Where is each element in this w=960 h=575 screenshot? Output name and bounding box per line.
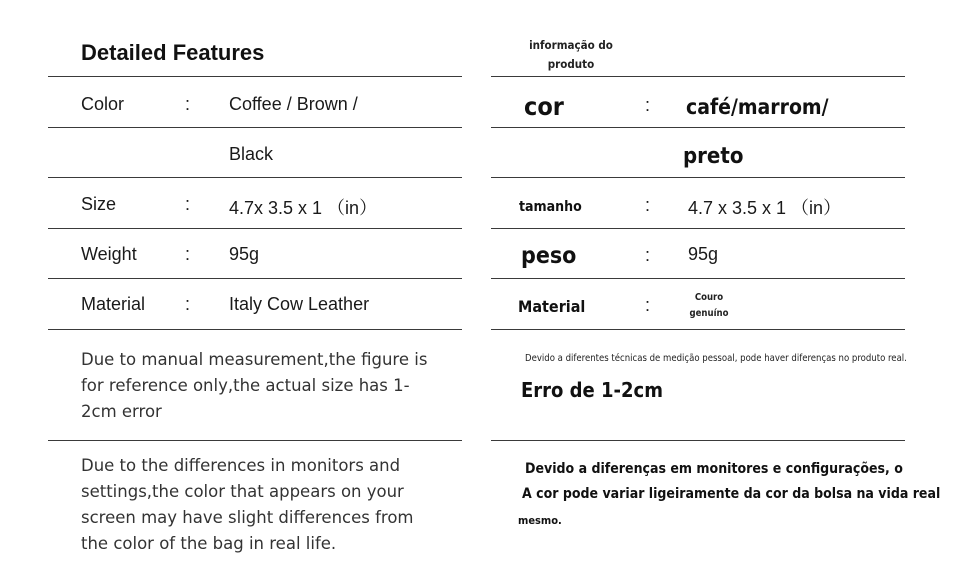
divider [48,440,462,441]
divider [491,278,905,279]
peso-label: peso [521,243,577,269]
material-label: Material [81,294,146,314]
tamanho-colon: : [645,195,651,215]
color-value: Coffee / Brown / [229,94,358,114]
color-value-continued: Black [229,144,274,164]
divider [491,127,905,128]
material-value: Italy Cow Leather [229,294,370,314]
material-label: Material [518,297,586,316]
measurement-note-error: Erro de 1-2cm [521,378,663,402]
peso-colon: : [645,245,651,265]
divider [48,228,462,229]
divider [48,329,462,330]
measurement-note-small: Devido a diferentes técnicas de medição pessoal, pode haver diferenças no produto real. [525,353,907,364]
tamanho-value: 4.7 x 3.5 x 1 （in） [688,198,842,218]
panel-title-line: informação do [529,38,613,52]
divider [491,76,905,77]
divider [48,76,462,77]
cor-colon: : [645,95,651,115]
divider [48,177,462,178]
divider [48,127,462,128]
divider [491,329,905,330]
divider [491,228,905,229]
color-note: Due to the differences in monitors and settings,the color that appears on your screen may have slight differences from the color of the bag in real life. [81,456,414,553]
color-label: Color [81,94,125,114]
color-colon: : [185,94,191,114]
material-value-line: Couro [694,292,724,303]
color-note-line: mesmo. [518,514,562,527]
material-colon: : [185,294,191,314]
cor-label: cor [524,92,564,121]
weight-colon: : [185,244,191,264]
material-value-line: genuíno [689,308,729,319]
weight-label: Weight [81,244,137,264]
size-colon: : [185,194,191,214]
peso-value: 95g [688,244,719,264]
material-value [687,290,731,322]
cor-value: café/marrom/ [686,95,829,119]
weight-value: 95g [229,244,260,264]
panel-title: Detailed Features [81,40,265,65]
material-colon: : [645,295,651,315]
tamanho-label: tamanho [519,199,582,215]
color-note-line: A cor pode variar ligeiramente da cor da bolsa na vida real [522,486,941,502]
size-value: 4.7x 3.5 x 1 （in） [229,198,378,218]
panel-title [521,36,621,74]
divider [491,440,905,441]
color-note-line: Devido a diferenças em monitores e configurações, o [525,461,903,477]
divider [491,177,905,178]
panel-title-line: produto [547,57,595,71]
measurement-note: Due to manual measurement,the figure is for reference only,the actual size has 1-2cm error [81,350,428,421]
size-label: Size [81,194,117,214]
cor-value-continued: preto [683,144,744,169]
divider [48,278,462,279]
